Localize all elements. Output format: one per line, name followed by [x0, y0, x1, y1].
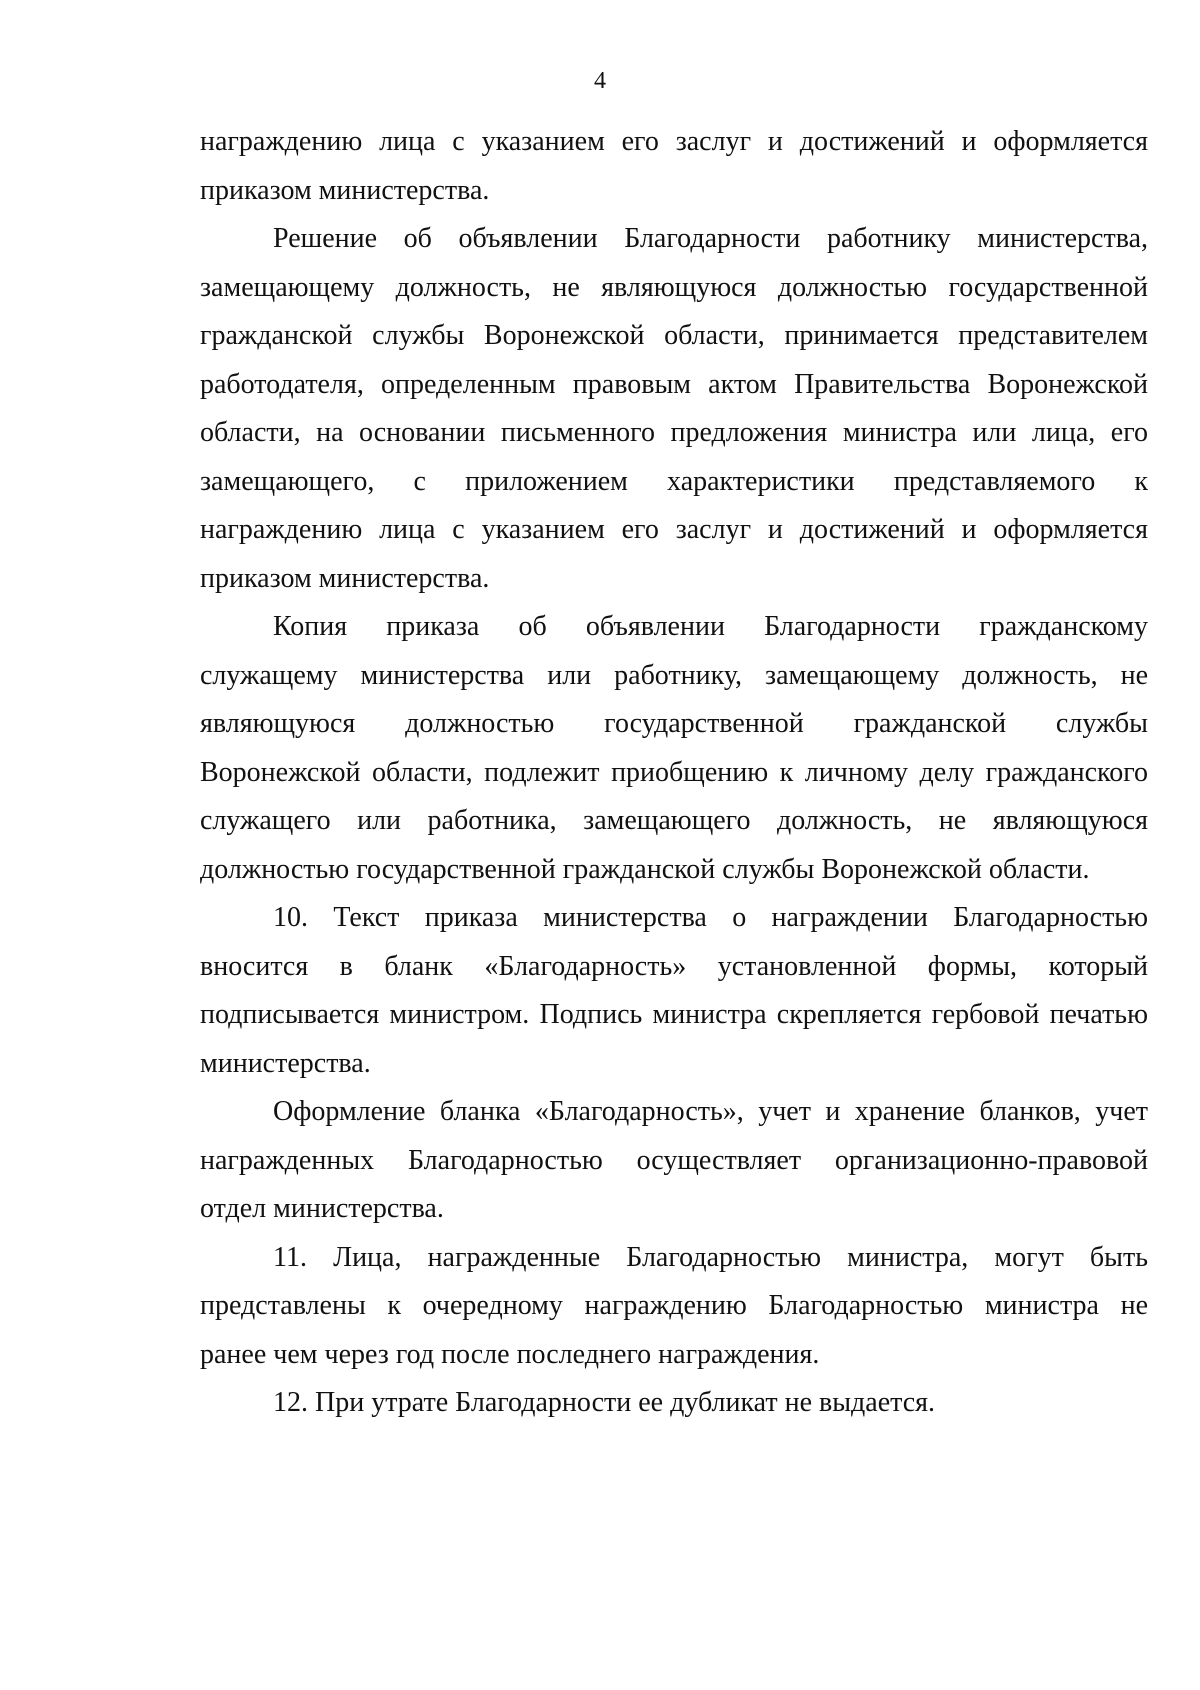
text-line: Копия приказа об объявлении Благодарности гражданскому [273, 611, 1148, 642]
text-line: награжденных Благодарностью осуществляет организационно-правовой [200, 1144, 1148, 1176]
text-line: награждению лица с указанием его заслуг и достижений и оформляется [200, 514, 1148, 545]
page-number: 4 [594, 68, 606, 94]
text-line: должностью государственной гражданской службы Воронежской области. [200, 853, 1090, 885]
text-line: ранее чем через год после последнего награждения. [200, 1338, 820, 1370]
text-line: гражданской службы Воронежской области, принимается представителем [200, 320, 1148, 351]
text-line: подписывается министром. Подпись министра скрепляется гербовой печатью [200, 999, 1148, 1030]
text-line: работодателя, определенным правовым актом Правительства Воронежской [200, 368, 1148, 400]
text-line: представлены к очередному награждению Благодарностью министра не [200, 1290, 1148, 1321]
text-line: приказом министерства. [200, 562, 490, 594]
text-line: награждению лица с указанием его заслуг и достижений и оформляется [200, 126, 1148, 157]
paragraph [200, 1088, 1148, 1234]
text-line: замещающего, с приложением характеристики представляемого к [200, 465, 1148, 497]
text-line: приказом министерства. [200, 174, 490, 206]
text-line: министерства. [200, 1047, 371, 1079]
text-line: вносится в бланк «Благодарность» установленной формы, который [200, 950, 1148, 982]
paragraph [200, 603, 1148, 894]
text-line: 10. Текст приказа министерства о награждении Благодарностью [273, 902, 1148, 933]
text-line: 11. Лица, награжденные Благодарностью министра, могут быть [273, 1241, 1148, 1273]
text-line: Оформление бланка «Благодарность», учет и хранение бланков, учет [273, 1096, 1148, 1127]
text-line: Воронежской области, подлежит приобщению к личному делу гражданского [200, 756, 1148, 788]
text-line: 12. При утрате Благодарности ее дубликат не выдается. [273, 1387, 936, 1418]
paragraph [200, 215, 1148, 603]
paragraph [200, 1234, 1148, 1380]
paragraph [200, 894, 1148, 1088]
paragraph [200, 118, 1148, 215]
document-body [200, 118, 1148, 1428]
text-line: Решение об объявлении Благодарности работнику министерства, [273, 223, 1148, 254]
text-line: служащему министерства или работнику, замещающему должность, не [200, 659, 1148, 691]
paragraph [200, 1379, 1148, 1428]
text-line: служащего или работника, замещающего должность, не являющуюся [200, 805, 1148, 836]
text-line: области, на основании письменного предложения министра или лица, его [200, 417, 1148, 448]
text-line: являющуюся должностью государственной гражданской службы [200, 708, 1148, 739]
text-line: замещающему должность, не являющуюся должностью государственной [200, 271, 1148, 303]
text-line: отдел министерства. [200, 1193, 444, 1224]
